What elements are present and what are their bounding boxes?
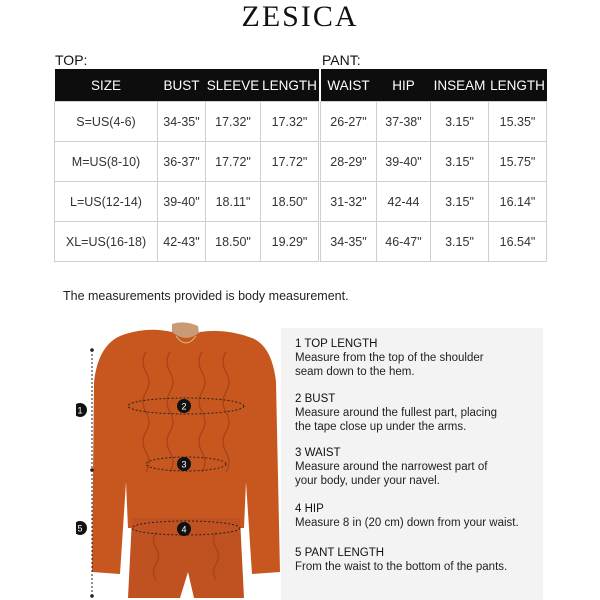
marker-5: [76, 521, 87, 535]
svg-text:5: 5: [77, 523, 83, 534]
instruction-bust: [295, 392, 540, 434]
instruction-line: From the waist to the bottom of the pants.: [295, 561, 508, 573]
table-cell: 39-40": [158, 182, 206, 222]
column-header: SLEEVE: [206, 69, 261, 102]
instruction-title: 4 HIP: [295, 503, 324, 515]
table-cell: 37-38": [377, 102, 431, 142]
table-row: [55, 102, 319, 142]
column-header: HIP: [377, 69, 431, 102]
pant-size-table: [320, 69, 547, 262]
marker-1: [76, 403, 87, 417]
svg-text:4: 4: [181, 524, 187, 535]
instruction-title: 3 WAIST: [295, 447, 341, 459]
pant-section-label: PANT:: [322, 52, 361, 68]
column-header: SIZE: [55, 69, 158, 102]
table-cell: 3.15": [431, 142, 489, 182]
instruction-line: the tape close up under the arms.: [295, 421, 467, 433]
table-row: [321, 182, 547, 222]
svg-text:2: 2: [181, 401, 187, 412]
brand-logo: ZESICA: [241, 0, 359, 33]
table-cell: S=US(4-6): [55, 102, 158, 142]
instruction-waist: [295, 446, 540, 488]
table-cell: 46-47": [377, 222, 431, 262]
table-cell: 18.11": [206, 182, 261, 222]
instruction-line: Measure around the fullest part, placing: [295, 407, 498, 419]
instruction-title: 1 TOP LENGTH: [295, 338, 378, 350]
table-cell: 31-32": [321, 182, 377, 222]
marker-2: [177, 399, 191, 413]
table-cell: 3.15": [431, 102, 489, 142]
table-cell: 18.50": [206, 222, 261, 262]
top-section-label: TOP:: [55, 52, 88, 68]
table-row: [55, 182, 319, 222]
table-cell: 42-43": [158, 222, 206, 262]
table-row: [55, 142, 319, 182]
table-row: [321, 142, 547, 182]
table-cell: 17.32": [261, 102, 319, 142]
table-cell: 17.72": [261, 142, 319, 182]
svg-text:3: 3: [181, 459, 187, 470]
measurement-note: The measurements provided is body measurement.: [63, 289, 349, 303]
table-cell: 34-35": [158, 102, 206, 142]
table-cell: 42-44: [377, 182, 431, 222]
model-photo: [76, 322, 281, 600]
column-header: INSEAM: [431, 69, 489, 102]
instruction-title: 5 PANT LENGTH: [295, 547, 385, 559]
instruction-line: your body, under your navel.: [295, 475, 440, 487]
instruction-pant-length: [295, 546, 540, 574]
instruction-line: Measure 8 in (20 cm) down from your waist.: [295, 517, 519, 529]
marker-3: [177, 457, 191, 471]
table-cell: 19.29": [261, 222, 319, 262]
svg-text:1: 1: [77, 405, 83, 416]
table-cell: 17.32": [206, 102, 261, 142]
table-header-row: [321, 69, 547, 102]
table-cell: 16.54": [489, 222, 547, 262]
top-size-table: [54, 69, 319, 262]
column-header: BUST: [158, 69, 206, 102]
instruction-line: seam down to the hem.: [295, 366, 415, 378]
table-cell: 15.35": [489, 102, 547, 142]
table-header-row: [55, 69, 319, 102]
table-cell: L=US(12-14): [55, 182, 158, 222]
instruction-top-length: [295, 337, 540, 379]
instruction-line: Measure from the top of the shoulder: [295, 352, 484, 364]
table-row: [321, 222, 547, 262]
table-cell: 28-29": [321, 142, 377, 182]
table-cell: 36-37": [158, 142, 206, 182]
column-header: LENGTH: [261, 69, 319, 102]
table-cell: 3.15": [431, 222, 489, 262]
instruction-hip: [295, 502, 540, 530]
instruction-title: 2 BUST: [295, 393, 336, 405]
table-row: [321, 102, 547, 142]
table-cell: 15.75": [489, 142, 547, 182]
table-cell: 16.14": [489, 182, 547, 222]
table-cell: 3.15": [431, 182, 489, 222]
table-cell: 17.72": [206, 142, 261, 182]
table-cell: 34-35": [321, 222, 377, 262]
table-cell: XL=US(16-18): [55, 222, 158, 262]
instruction-line: Measure around the narrowest part of: [295, 461, 488, 473]
column-header: LENGTH: [489, 69, 547, 102]
table-cell: M=US(8-10): [55, 142, 158, 182]
table-cell: 39-40": [377, 142, 431, 182]
table-cell: 18.50": [261, 182, 319, 222]
column-header: WAIST: [321, 69, 377, 102]
table-row: [55, 222, 319, 262]
marker-4: [177, 522, 191, 536]
table-cell: 26-27": [321, 102, 377, 142]
